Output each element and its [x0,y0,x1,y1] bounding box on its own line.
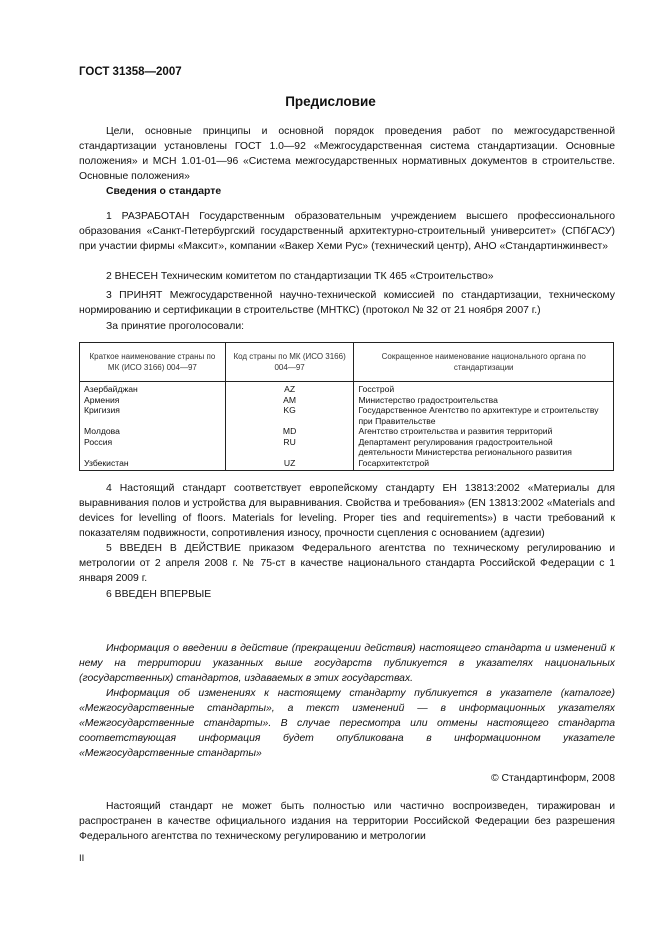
cell-organ: Агентство строительства и развития территорий [354,426,614,437]
cell-country: Азербайджан [80,382,226,395]
table-row [80,395,614,406]
cell-country: Узбекистан [80,458,226,471]
cell-code: RU [225,437,354,458]
info-paragraph-2: Информация об изменениях к настоящему стандарту публикуется в указателе (каталоге) «Межгосударственные стандарты», а текст изменений — в информационных указателях «Межгосударственные стандарты». В случае пересмотра или отмены настоящего стандарта соответствующая информация будет опубликована в информационном указателе «Межгосударственные стандарты» [79,688,615,759]
item-2-submitted: 2 ВНЕСЕН Техническим комитетом по стандартизации ТК 465 «Строительство» [106,271,494,282]
header-country: Краткое наименование страны по МК (ИСО 3166) 004—97 [80,343,226,382]
info-paragraph-1: Информация о введении в действие (прекращении действия) настоящего стандарта и изменений к нему на территории указанных выше государств публикуется в указателях национальных (государственных) стандартов, издаваемых в этих государствах. [79,643,615,684]
cell-country: Кригизия [80,405,226,426]
page-title: Предисловие [285,94,376,109]
section-title: Сведения о стандарте [106,186,222,197]
intro-paragraph: Цели, основные принципы и основной порядок проведения работ по межгосударственной стандартизации установлены ГОСТ 1.0—92 «Межгосударственная система стандартизации. Основные положения» и МСН 1.01-01—96 «Система межгосударственных нормативных документов в строительстве. Основные положения» [79,126,615,182]
cell-code: KG [225,405,354,426]
table-row [80,426,614,437]
cell-code: AZ [225,382,354,395]
table-row [80,437,614,458]
cell-code: MD [225,426,354,437]
cell-organ: Госархитектстрой [354,458,614,471]
document-code: ГОСТ 31358—2007 [79,66,182,78]
table-row [80,382,614,395]
copyright: © Стандартинформ, 2008 [490,773,615,784]
voting-table [79,342,614,471]
item-4-conformity: 4 Настоящий стандарт соответствует европейскому стандарту ЕН 13813:2002 «Материалы для выравнивания полов и устройства для выравнивания. Свойства и требования» (EN 13813:2002 «Materials and devices for levelling of floors. Materials for leveling. Proper ties and requirements») в части требований к показателям подвижности, сопротивления износу, прочности сцепления с основанием (адгезии) [79,483,615,539]
header-code: Код страны по МК (ИСО 3166) 004—97 [225,343,354,382]
cell-country: Армения [80,395,226,406]
cell-country: Молдова [80,426,226,437]
cell-organ: Департамент регулирования градостроительной деятельности Министерства регионального развития [354,437,614,458]
item-3-adopted: 3 ПРИНЯТ Межгосударственной научно-технической комиссией по стандартизации, техническому нормированию и сертификации в строительстве (МНТКС) (протокол № 32 от 21 ноября 2007 г.) [79,290,615,316]
cell-organ: Госстрой [354,382,614,395]
cell-organ: Государственное Агентство по архитектуре и строительству при Правительстве [354,405,614,426]
cell-code: AM [225,395,354,406]
item-6-introduced: 6 ВВЕДЕН ВПЕРВЫЕ [106,589,212,600]
item-5-enacted: 5 ВВЕДЕН В ДЕЙСТВИЕ приказом Федерального агентства по техническому регулированию и метрологии от 2 апреля 2008 г. № 75-ст в качестве национального стандарта Российской Федерации с 1 января 2009 г. [79,543,615,584]
table-header-row [80,343,614,382]
reproduction-notice: Настоящий стандарт не может быть полностью или частично воспроизведен, тиражирован и распространен в качестве официального издания на территории Российской Федерации без разрешения Федерального агентства по техническому регулированию и метрологии [79,801,615,842]
table-row [80,458,614,471]
vote-label: За принятие проголосовали: [106,321,245,332]
cell-country: Россия [80,437,226,458]
header-organ: Сокращенное наименование национального органа по стандартизации [354,343,614,382]
cell-code: UZ [225,458,354,471]
cell-organ: Министерство градостроительства [354,395,614,406]
item-1-developed: 1 РАЗРАБОТАН Государственным образовательным учреждением высшего профессионального образования «Санкт-Петербургский государственный архитектурно-строительный университет» (СПбГАСУ) при участии фирмы «Максит», компании «Вакер Хеми Рус» (технический центр), АНО «Стандартинжинвест» [79,211,615,252]
table-row [80,405,614,426]
page-number: II [79,853,85,864]
